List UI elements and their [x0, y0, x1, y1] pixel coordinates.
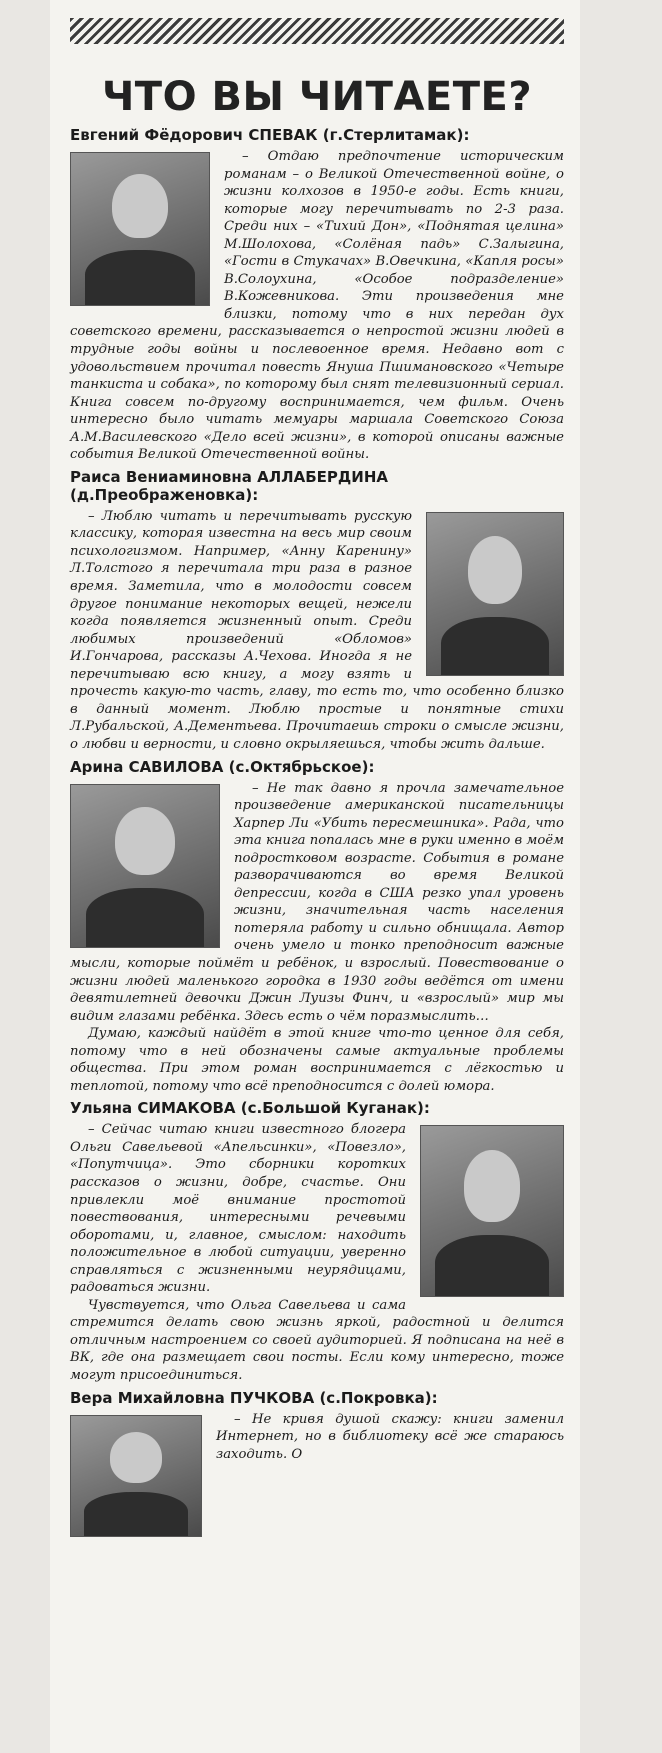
photo-body-shape [435, 1235, 549, 1296]
portrait-photo [420, 1125, 564, 1297]
person-name: Евгений Фёдорович СПЕВАК (г.Стерлитамак): [70, 126, 470, 144]
paragraph: – Не кривя душой скажу: книги заменил Интернет, но в библиотеку всё же стараюсь заходить. О [216, 1411, 564, 1462]
newspaper-page [50, 0, 580, 1753]
portrait-photo [70, 1415, 202, 1537]
paragraph: Чувствуется, что Ольга Савельева и сама стремится делать свою жизнь яркой, радостной и делится отличным настроением со своей аудиторией. Я подписана на неё в ВК, где она размещает свои посты. Если кому интересно, тоже могут присоединиться. [70, 1297, 564, 1383]
photo-body-shape [441, 617, 550, 675]
person-name: Арина САВИЛОВА (с.Октябрьское): [70, 757, 375, 776]
interview-savilova [70, 758, 564, 1096]
interview-allaberdina [70, 468, 564, 754]
photo-head-shape [468, 536, 522, 604]
photo-head-shape [464, 1150, 521, 1221]
interview-simakova [70, 1099, 564, 1384]
interview-puchkova [70, 1389, 564, 1541]
photo-body-shape [86, 888, 204, 946]
decorative-stripe [70, 18, 564, 44]
portrait-photo [70, 152, 210, 306]
person-name: Ульяна СИМАКОВА (с.Большой Куганак): [70, 1099, 430, 1118]
portrait-photo [426, 512, 564, 676]
paragraph: – Не так давно я прочла замечательное произведение американской писательницы Харпер Ли «Убить пересмешника». Рада, что эта книга попалась мне в руки именно в моём подростковом возрасте. События в романе разворачиваются во время Великой депрессии, когда в США резко упал уровень жизни, значительная часть населения потеряла работу и сильно обнищала. Автор очень умело и тонко преподносит важные мысли, которые поймёт и ребёнок, и взрослый. Повествование о жизни людей маленького городка в 1930 годы ведётся от имени девятилетней девочки Джин Луизы Финч, и «взрослый» мир мы видим глазами ребёнка. Здесь есть о чём поразмыслить… [70, 780, 564, 1024]
paragraph: – Отдаю предпочтение историческим романам – о Великой Отечественной войне, о жизни колхозов в 1950-е годы. Есть книги, которые могу перечитывать по 2-3 раза. Среди них – «Тихий Дон», «Поднятая целина» М.Шолохова, «Солёная падь» С.Залыгина, «Гости в Стукачах» В.Овечкина, «Капля росы» В.Солоухина, «Особое подразделение» В.Кожевникова. Эти произведения мне близки, потому что в них передан дух советского времени, рассказывается о непростой жизни людей в трудные годы войны и послевоенное время. Недавно вот с удовольствием прочитал повесть Януша Пшимановского «Четыре танкиста и собака», по которому был снят телевизионный сериал. Книга совсем по-другому воспринимается, чем фильм. Очень интересно было читать мемуары маршала Советского Союза А.М.Василевского «Дело всей жизни», в которой описаны важные события Великой Отечественной войны. [70, 149, 564, 463]
photo-head-shape [112, 174, 167, 238]
paragraph: – Сейчас читаю книги известного блогера Ольги Савельевой «Апельсинки», «Повезло», «Попутчица». Это сборники коротких рассказов о жизни, добре, счастье. Они привлекли моё внимание простотой повествования, интересными речевыми оборотами, и, главное, смыслом: находить положительное в любой ситуации, уверенно справляться с жизненными неурядицами, радоваться жизни. [70, 1122, 406, 1296]
paragraph: – Люблю читать и перечитывать русскую классику, которая известна на весь мир своим психологизмом. Например, «Анну Каренину» Л.Толстого я перечитала три раза в разное время. Заметила, что в молодости совсем другое понимание некоторых вещей, нежели когда появляется жизненный опыт. Среди любимых произведений «Обломов» И.Гончарова, рассказы А.Чехова. Иногда я не перечитываю всю книгу, а могу взять и прочесть какую-то часть, главу, то есть то, что особенно близко в данный момент. Люблю простые и понятные стихи Л.Рубальской, А.Дементьева. Прочитаешь строки о смысле жизни, о любви и верности, и словно окрыляешься, чтобы жить дальше. [70, 508, 564, 752]
portrait-photo [70, 784, 220, 948]
person-name: Раиса Вениаминовна АЛЛАБЕРДИНА (д.Преображеновка): [70, 467, 388, 504]
photo-head-shape [110, 1432, 162, 1482]
interview-spevak [70, 126, 564, 464]
photo-body-shape [84, 1492, 188, 1535]
photo-body-shape [85, 250, 195, 305]
paragraph: Думаю, каждый найдёт в этой книге что-то ценное для себя, потому что в ней обозначены самые актуальные проблемы общества. При этом роман воспринимается с лёгкостью и теплотой, потому что всё преподносится с долей юмора. [70, 1026, 564, 1094]
page-title: ЧТО ВЫ ЧИТАЕТЕ? [101, 74, 533, 120]
person-name: Вера Михайловна ПУЧКОВА (с.Покровка): [70, 1388, 438, 1407]
photo-head-shape [115, 807, 174, 875]
